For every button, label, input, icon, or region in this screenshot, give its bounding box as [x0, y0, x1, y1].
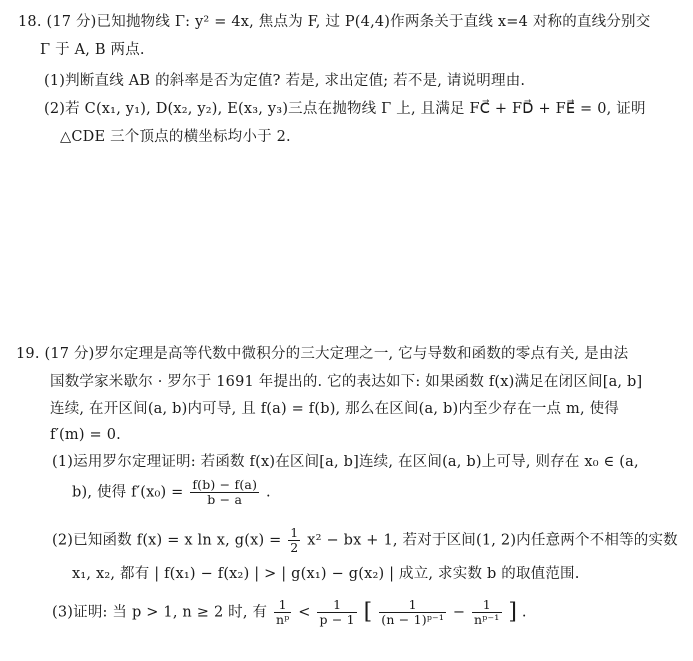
q19-part2-suffix: x² − bx + 1, 若对于区间(1, 2)内任意两个不相等的实数	[307, 532, 678, 549]
q19-part1-prefix: b), 使得 f′(x₀) =	[72, 484, 184, 501]
q19-part3-less-than: <	[298, 604, 311, 621]
q18-stem-line2: Γ 于 A, B 两点.	[40, 42, 145, 58]
q19-part2-line1	[52, 526, 678, 555]
q19-part2-prefix: (2)已知函数 f(x) = x ln x, g(x) =	[52, 532, 282, 549]
q19-part3-frac1-num: 1	[274, 598, 291, 613]
q19-part1-line2	[72, 478, 271, 507]
q19-part2-fraction	[288, 526, 300, 555]
q19-stem-line1: 19. (17 分)罗尔定理是高等代数中微积分的三大定理之一, 它与导数和函数的零点有关, 是由法	[16, 346, 629, 362]
q19-part2-frac-den: 2	[290, 540, 299, 555]
q19-part2-line2: x₁, x₂, 都有 | f(x₁) − f(x₂) | > | g(x₁) − g(x₂) | 成立, 求实数 b 的取值范围.	[72, 566, 580, 582]
q19-part3-frac3-den: (n − 1)ᵖ⁻¹	[381, 612, 445, 627]
q19-part3-frac4-num: 1	[472, 598, 501, 613]
q19-part3-end: .	[521, 604, 527, 621]
q19-part3-frac4	[472, 598, 501, 627]
q19-part3-frac1	[274, 598, 291, 627]
q19-part3-frac2	[317, 598, 356, 627]
q19-part1-suffix: .	[265, 484, 271, 501]
q18-stem-line1: 18. (17 分)已知抛物线 Γ: y² = 4x, 焦点为 F, 过 P(4,4)作两条关于直线 x=4 对称的直线分别交	[18, 14, 651, 30]
q19-part3-right-bracket: ]	[508, 599, 518, 625]
q19-part3-frac3-num: 1	[379, 598, 446, 613]
q19-part3-minus: −	[452, 604, 466, 621]
q19-stem-line3: 连续, 在开区间(a, b)内可导, 且 f(a) = f(b), 那么在区间(a, b)内至少存在一点 m, 使得	[50, 401, 620, 417]
q19-part3-frac1-den: nᵖ	[276, 612, 290, 627]
q19-part1-frac-den: b − a	[207, 492, 243, 507]
q19-part3-prefix: (3)证明: 当 p > 1, n ≥ 2 时, 有	[52, 604, 268, 621]
q19-stem-line2: 国数学家米歇尔 · 罗尔于 1691 年提出的. 它的表达如下: 如果函数 f(x)满足在闭区间[a, b]	[50, 374, 643, 390]
q19-stem-line4: f′(m) = 0.	[50, 427, 121, 443]
q19-part1-line1: (1)运用罗尔定理证明: 若函数 f(x)在区间[a, b]连续, 在区间(a, b)上可导, 则存在 x₀ ∈ (a,	[52, 454, 639, 470]
q19-part3-frac2-den: p − 1	[319, 612, 355, 627]
q19-part3-frac2-num: 1	[317, 598, 356, 613]
q18-part2-line1: (2)若 C(x₁, y₁), D(x₂, y₂), E(x₃, y₃)三点在抛物线 Γ 上, 且满足 FC⃗ + FD⃗ + FE⃗ = 0, 证明	[44, 101, 646, 117]
q19-part1-frac-num: f(b) − f(a)	[192, 477, 258, 492]
q19-part3-frac4-den: nᵖ⁻¹	[474, 612, 500, 627]
q19-part3-frac3	[379, 598, 446, 627]
q19-part1-fraction	[190, 478, 259, 507]
q18-part1: (1)判断直线 AB 的斜率是否为定值? 若是, 求出定值; 若不是, 请说明理由.	[44, 73, 526, 89]
q19-part2-frac-num: 1	[290, 525, 299, 540]
q18-part2-line2: △CDE 三个顶点的横坐标均小于 2.	[60, 129, 291, 145]
q19-part3-left-bracket: [	[363, 599, 373, 625]
q19-part3	[52, 598, 527, 627]
